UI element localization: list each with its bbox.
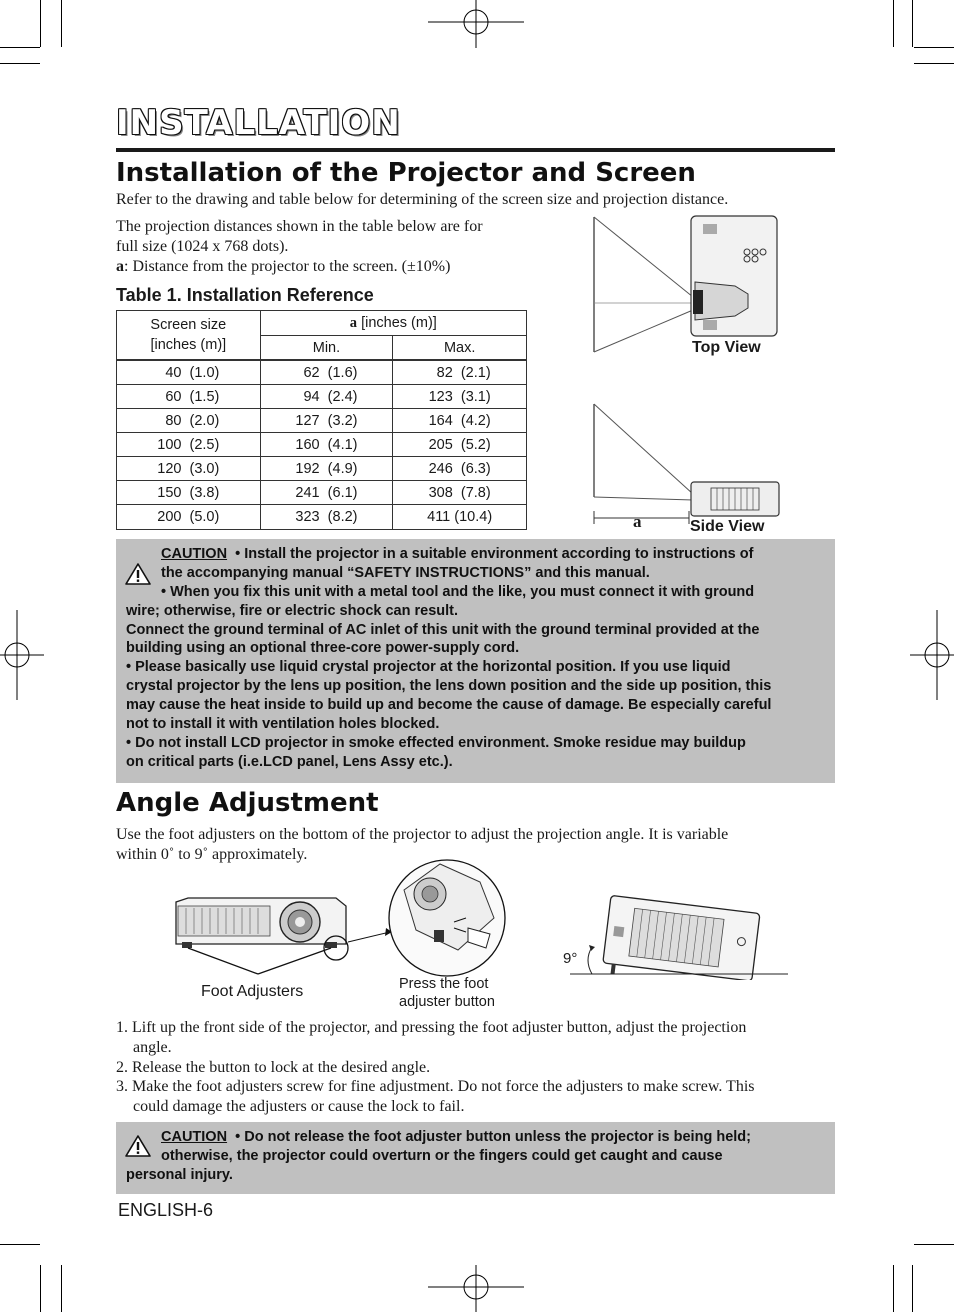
table-row: 40 (1.0) 62 (1.6) 82 (2.1)	[117, 360, 527, 385]
angle-label: 9°	[563, 950, 578, 967]
page-title: INSTALLATION	[116, 103, 401, 143]
caution-line-7: • Please basically use liquid crystal projector at the horizontal position. If you use liquid	[126, 659, 731, 675]
section-title-installation: Installation of the Projector and Screen	[116, 158, 696, 188]
caution-line-5: Connect the ground terminal of AC inlet of this unit with the ground terminal provided at the	[126, 622, 760, 638]
step-3-line-1: 3. Make the foot adjusters screw for fine adjustment. Do not force the adjusters to make screw. This	[116, 1078, 755, 1095]
distance-letter: a	[116, 258, 124, 275]
intro-text: Refer to the drawing and table below for determining of the screen size and projection distance.	[116, 191, 729, 208]
section-title-angle: Angle Adjustment	[116, 788, 379, 818]
registration-mark-left	[0, 610, 44, 700]
caution2-line-1: CAUTION • Do not release the foot adjuster button unless the projector is being held;	[161, 1129, 751, 1145]
distance-note	[116, 257, 450, 277]
angle-desc-line-2: within 0˚ to 9˚ approximately.	[116, 846, 308, 863]
caution-line-2: the accompanying manual “SAFETY INSTRUCTIONS” and this manual.	[161, 565, 650, 581]
registration-mark-right	[910, 610, 954, 700]
caution-line-4: wire; otherwise, fire or electric shock can result.	[126, 603, 459, 619]
registration-mark-top	[428, 0, 524, 48]
header-screen-size: Screen size [inches (m)]	[117, 311, 261, 361]
distance-desc: : Distance from the projector to the screen. (±10%)	[124, 258, 451, 275]
caution-label: CAUTION	[161, 546, 228, 562]
note-line-2: full size (1024 x 768 dots).	[116, 238, 289, 255]
table-caption: Table 1. Installation Reference	[116, 285, 374, 305]
caution-line-10: not to install it with ventilation holes blocked.	[126, 716, 440, 732]
header-max: Max.	[393, 336, 527, 361]
projection-diagram	[585, 212, 790, 542]
top-view-label: Top View	[692, 339, 761, 356]
caution-line-1: CAUTION • Install the projector in a suitable environment according to instructions of	[161, 546, 754, 562]
side-view-label: Side View	[690, 518, 765, 535]
table-row: 150 (3.8) 241 (6.1) 308 (7.8)	[117, 481, 527, 505]
page-number: ENGLISH-6	[118, 1200, 214, 1220]
caution2-line-3: personal injury.	[126, 1167, 233, 1183]
installation-reference-table	[116, 310, 527, 530]
foot-adjuster-illustration	[168, 858, 513, 978]
table-row: 200 (5.0) 323 (8.2) 411 (10.4)	[117, 505, 527, 530]
header-distance: a [inches (m)]	[260, 311, 526, 336]
press-button-label: Press the foot adjuster button	[399, 976, 495, 1010]
table-row: 80 (2.0) 127 (3.2) 164 (4.2)	[117, 409, 527, 433]
step-1-line-2: angle.	[133, 1039, 172, 1056]
caution-label: CAUTION	[161, 1129, 228, 1145]
angle-desc-line-1: Use the foot adjusters on the bottom of the projector to adjust the projection angle. It is variable	[116, 826, 729, 843]
table-row: 120 (3.0) 192 (4.9) 246 (6.3)	[117, 457, 527, 481]
table-row: 60 (1.5) 94 (2.4) 123 (3.1)	[117, 385, 527, 409]
registration-mark-bottom	[428, 1265, 524, 1312]
distance-a-label: a	[633, 512, 642, 531]
note-line-1: The projection distances shown in the table below are for	[116, 218, 483, 235]
caution2-line-2: otherwise, the projector could overturn or the fingers could get caught and cause	[161, 1148, 723, 1164]
caution-line-11: • Do not install LCD projector in smoke effected environment. Smoke residue may buildup	[126, 735, 746, 751]
table-row: 100 (2.5) 160 (4.1) 205 (5.2)	[117, 433, 527, 457]
caution-line-6: building using an optional three-core power-supply cord.	[126, 640, 520, 656]
foot-adjusters-label: Foot Adjusters	[201, 983, 304, 1000]
step-2: 2. Release the button to lock at the desired angle.	[116, 1059, 431, 1076]
step-1-line-1: 1. Lift up the front side of the projector, and pressing the foot adjuster button, adjust the projection	[116, 1019, 747, 1036]
header-min: Min.	[260, 336, 393, 361]
tilt-illustration	[570, 885, 795, 980]
caution-line-9: may cause the heat inside to build up and become the cause of damage. Be especially careful	[126, 697, 772, 713]
caution-line-8: crystal projector by the lens up position, the lens down position and the side up position, this	[126, 678, 772, 694]
caution-line-3: • When you fix this unit with a metal tool and the like, you must connect it with ground	[161, 584, 755, 600]
step-3-line-2: could damage the adjusters or cause the lock to fail.	[133, 1098, 465, 1115]
warning-icon	[124, 562, 152, 586]
warning-icon	[124, 1134, 152, 1158]
caution-line-12: on critical parts (i.e.LCD panel, Lens Assy etc.).	[126, 754, 453, 770]
title-rule	[116, 148, 835, 152]
